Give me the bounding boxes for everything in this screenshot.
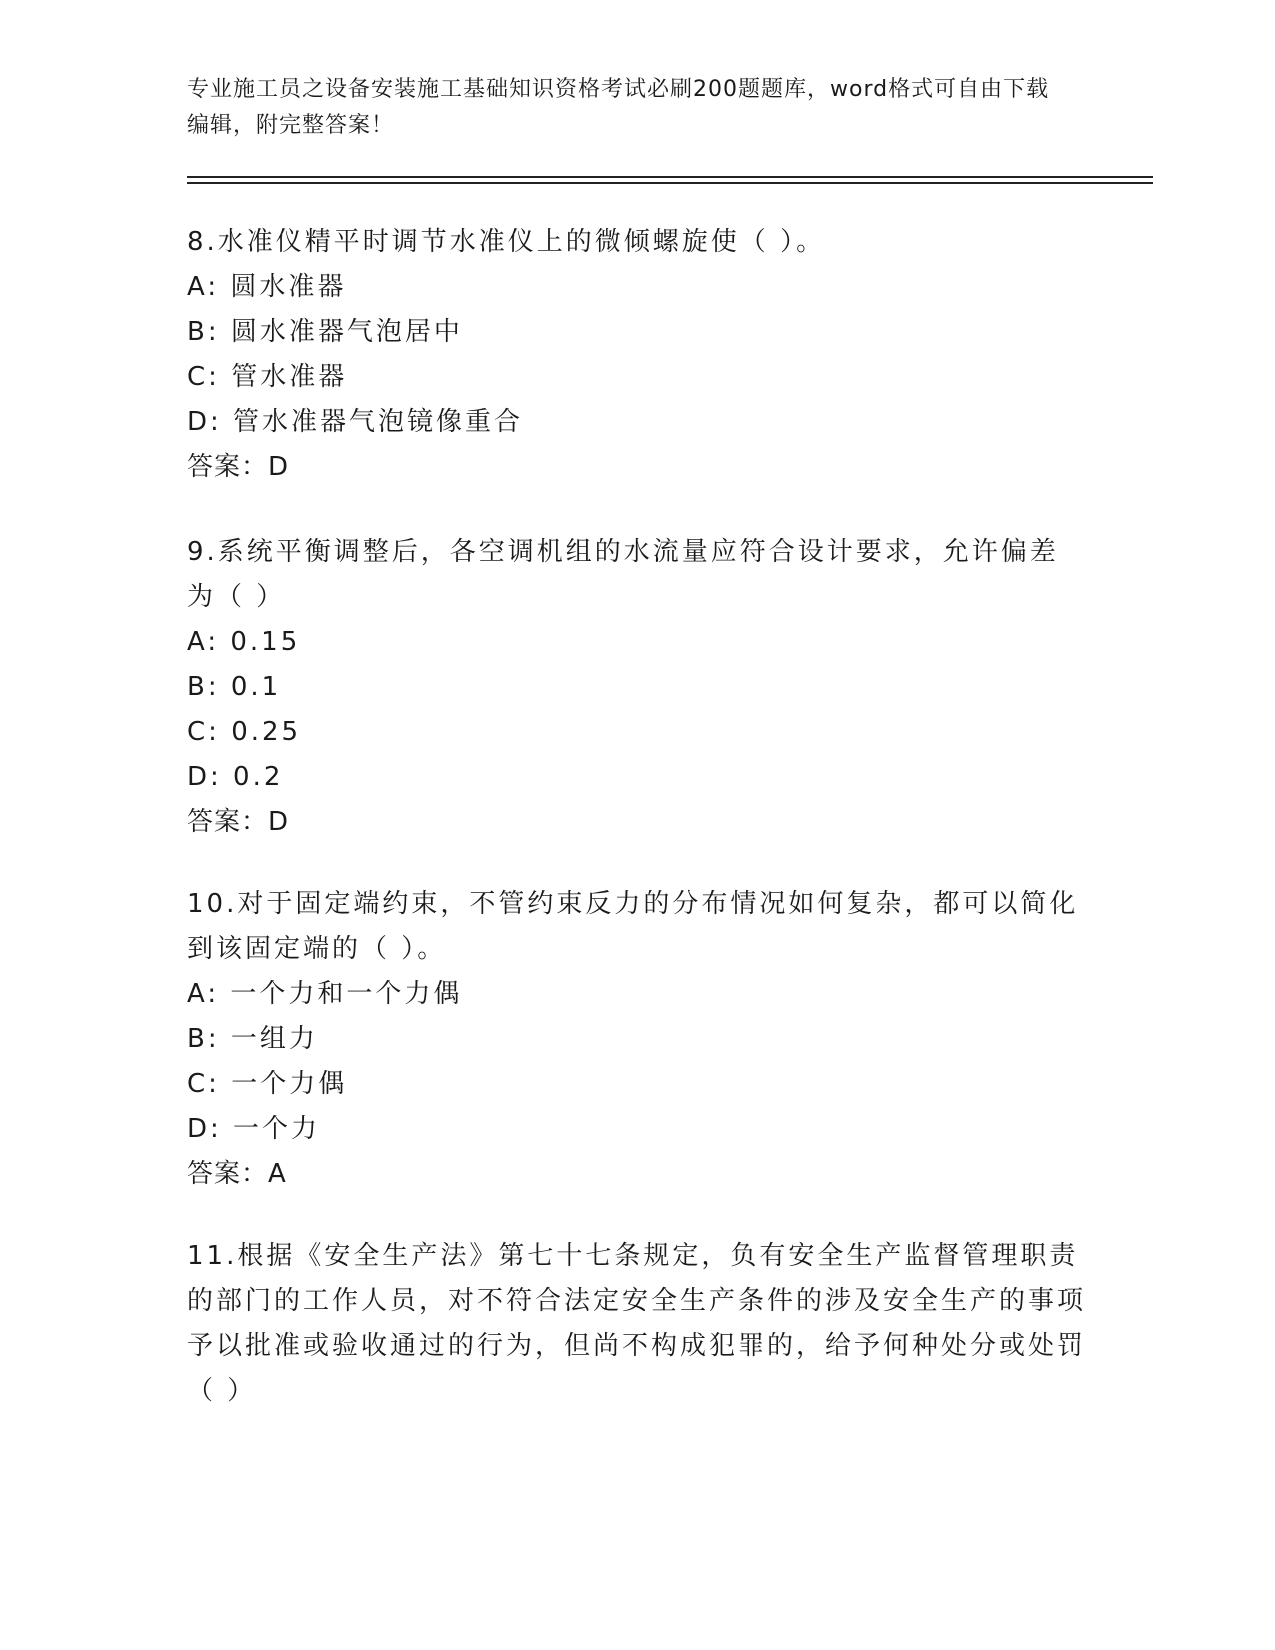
option-text: 一个力和一个力偶 — [230, 979, 463, 1009]
option-b — [187, 310, 1087, 355]
option-text: 一组力 — [230, 1024, 318, 1054]
header-divider-bottom — [187, 182, 1153, 184]
option-text: 一个力 — [233, 1114, 321, 1144]
option-text: 管水准器气泡镜像重合 — [233, 407, 524, 437]
option-text: 0.15 — [230, 627, 301, 657]
option-d — [187, 755, 1087, 800]
option-label: C: — [187, 1069, 220, 1099]
answer: 答案：A — [187, 1159, 287, 1189]
question-11 — [187, 1234, 1087, 1414]
option-text: 一个力偶 — [231, 1069, 348, 1099]
option-label: C: — [187, 717, 220, 747]
option-b — [187, 665, 1087, 710]
option-text: 圆水准器 — [230, 272, 347, 302]
option-label: C: — [187, 362, 220, 392]
option-label: A: — [187, 272, 220, 302]
option-c — [187, 355, 1087, 400]
question-stem: 10.对于固定端约束，不管约束反力的分布情况如何复杂，都可以简化到该固定端的（ ）。 — [187, 889, 1079, 964]
option-d — [187, 400, 1087, 445]
option-label: D: — [187, 407, 222, 437]
option-a — [187, 620, 1087, 665]
option-label: D: — [187, 762, 222, 792]
question-stem: 9.系统平衡调整后，各空调机组的水流量应符合设计要求，允许偏差为（ ） — [187, 537, 1059, 612]
option-label: A: — [187, 979, 220, 1009]
option-label: A: — [187, 627, 220, 657]
answer: 答案：D — [187, 807, 290, 837]
question-stem: 8.水准仪精平时调节水准仪上的微倾螺旋使（ ）。 — [187, 227, 826, 257]
option-text: 管水准器 — [231, 362, 348, 392]
document-header: 专业施工员之设备安装施工基础知识资格考试必刷200题题库，word格式可自由下载编辑，附完整答案！ — [187, 77, 1050, 138]
answer: 答案：D — [187, 452, 290, 482]
option-text: 0.1 — [230, 672, 282, 702]
option-text: 0.25 — [231, 717, 302, 747]
option-b — [187, 1017, 1087, 1062]
option-text: 圆水准器气泡居中 — [230, 317, 463, 347]
option-a — [187, 265, 1087, 310]
question-9 — [187, 530, 1087, 845]
header-divider-top — [187, 176, 1153, 178]
option-d — [187, 1107, 1087, 1152]
option-c — [187, 710, 1087, 755]
question-8 — [187, 220, 1087, 490]
option-text: 0.2 — [233, 762, 284, 792]
option-label: B: — [187, 672, 220, 702]
question-10 — [187, 882, 1087, 1197]
option-label: B: — [187, 317, 220, 347]
question-stem: 11.根据《安全生产法》第七十七条规定，负有安全生产监督管理职责的部门的工作人员，对不符合法定安全生产条件的涉及安全生产的事项予以批准或验收通过的行为，但尚不构成犯罪的，给予何种处分或处罚（ ） — [187, 1241, 1087, 1406]
option-a — [187, 972, 1087, 1017]
option-label: D: — [187, 1114, 222, 1144]
option-label: B: — [187, 1024, 220, 1054]
option-c — [187, 1062, 1087, 1107]
